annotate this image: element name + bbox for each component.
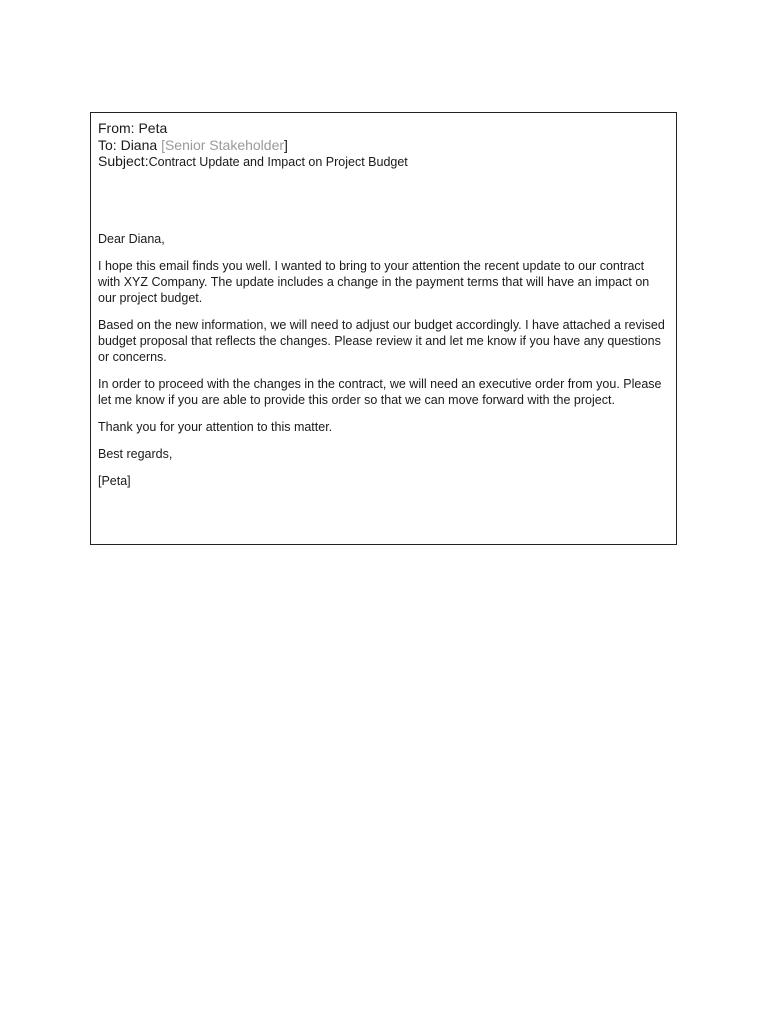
subject-line	[98, 153, 666, 171]
body-paragraph: Based on the new information, we will need to adjust our budget accordingly. I have attached a revised budget proposal that reflects the changes. Please review it and let me know if you have any questions or concerns.	[98, 317, 665, 364]
closing: Best regards,	[98, 446, 173, 461]
to-line	[98, 137, 666, 154]
body-paragraph: I hope this email finds you well. I wanted to bring to your attention the recent update to our contract with XYZ Company. The update includes a change in the payment terms that will have an impact on our project budget.	[98, 258, 650, 305]
to-value: Diana	[120, 136, 158, 153]
from-line	[98, 120, 666, 137]
from-value: Peta	[138, 120, 168, 136]
to-role: Senior Stakeholder	[164, 136, 285, 153]
signature: [Peta]	[98, 473, 131, 488]
greeting: Dear Diana,	[98, 231, 165, 246]
to-label: To:	[98, 136, 117, 153]
to-role-close-bracket: ]	[284, 136, 288, 153]
subject-value: Contract Update and Impact on Project Budget	[148, 155, 408, 169]
to-role-open-bracket: [	[161, 136, 165, 153]
body-paragraph: In order to proceed with the changes in the contract, we will need an executive order from you. Please let me know if you are able to provide this order so that we can move forward with the project.	[98, 376, 662, 407]
body-paragraph: Thank you for your attention to this matter.	[98, 419, 333, 434]
subject-label: Subject:	[98, 153, 149, 169]
email-document	[90, 112, 677, 545]
from-label: From:	[98, 120, 135, 136]
email-body	[98, 231, 666, 489]
